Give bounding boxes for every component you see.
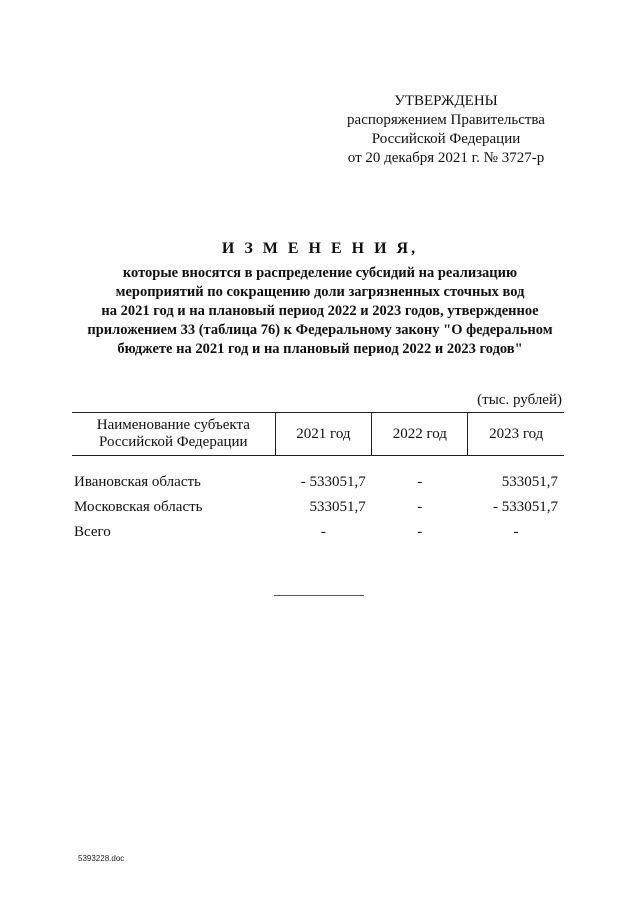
table-spacer <box>72 456 564 471</box>
document-subtitle <box>40 264 600 359</box>
approval-date: от 20 декабря 2021 г. № 3727-р <box>347 150 545 166</box>
file-name: 5393228.doc <box>78 854 125 863</box>
table-header-row <box>72 413 564 456</box>
subtitle-line: мероприятий по сокращению доли загрязненных сточных вод <box>115 284 525 300</box>
value-2023: - <box>513 524 519 540</box>
subtitle-line: на 2021 год и на плановый период 2022 и 2023 годов, утвержденное <box>101 303 539 319</box>
approval-line: распоряжением Правительства <box>347 112 545 128</box>
approval-heading: УТВЕРЖДЕНЫ <box>394 93 498 109</box>
region-name: Всего <box>74 524 111 540</box>
approval-block <box>330 92 562 168</box>
subtitle-line: бюджете на 2021 год и на плановый период 2022 и 2023 годов" <box>117 341 523 357</box>
region-name: Ивановская область <box>74 474 201 490</box>
value-2023: - 533051,7 <box>493 499 558 515</box>
table-row <box>72 470 564 495</box>
header-2022: 2022 год <box>372 413 468 456</box>
value-2023: 533051,7 <box>501 474 558 490</box>
separator-line <box>274 595 364 596</box>
value-2021: - 533051,7 <box>300 474 366 490</box>
document-title: И З М Е Н Е Н И Я, <box>221 240 419 257</box>
value-2022: - <box>417 524 423 540</box>
header-region: Наименование субъекта Российской Федерации <box>72 413 275 456</box>
approval-line: Российской Федерации <box>371 131 521 147</box>
table-row <box>72 520 564 545</box>
header-2021: 2021 год <box>275 413 372 456</box>
table-row <box>72 495 564 520</box>
subsidy-table <box>72 412 564 545</box>
subtitle-line: приложением 33 (таблица 76) к Федеральному закону "О федеральном <box>87 322 553 338</box>
units-label: (тыс. рублей) <box>477 392 562 408</box>
value-2022: - <box>417 499 423 515</box>
region-name: Московская область <box>74 499 203 515</box>
value-2022: - <box>417 474 423 490</box>
subtitle-line: которые вносятся в распределение субсидий на реализацию <box>122 265 518 281</box>
data-table <box>72 412 564 545</box>
value-2021: 533051,7 <box>309 499 366 515</box>
header-2023: 2023 год <box>468 413 564 456</box>
value-2021: - <box>320 524 326 540</box>
